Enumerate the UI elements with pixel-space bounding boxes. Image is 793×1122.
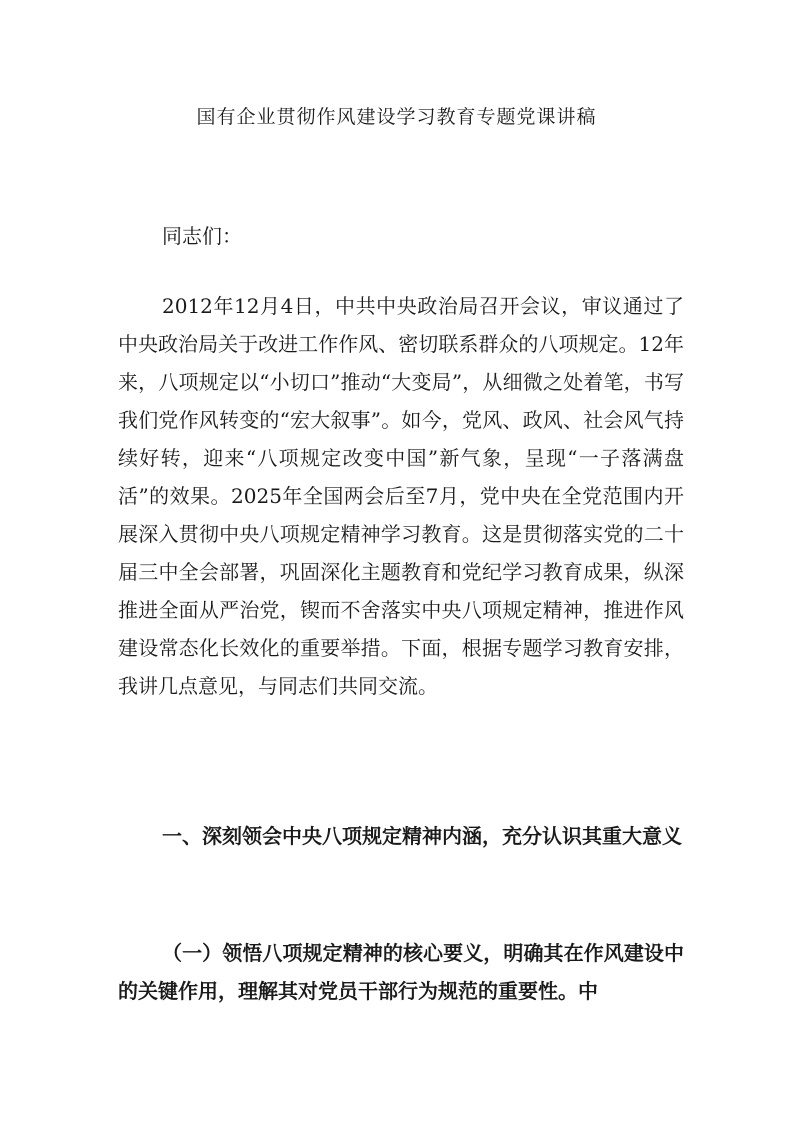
body-paragraph: 2012年12月4日，中共中央政治局召开会议，审议通过了中央政治局关于改进工作作风、密切联系群众的八项规定。12年来，八项规定以“小切口”推动“大变局”，从细微之处着笔，书写我们党作风转变的“宏大叙事”。如今，党风、政风、社会风气持续好转，迎来“八项规定改变中国”新气象，呈现“一子落满盘活”的效果。2025年全国两会后至7月，党中央在全党范围内开展深入贯彻中央八项规定精神学习教育。这是贯彻落实党的二十届三中全会部署，巩固深化主题教育和党纪学习教育成果，纵深推进全面从严治党，锲而不舍落实中央八项规定精神，推进作风建设常态化长效化的重要举措。下面，根据专题学习教育安排，我讲几点意见，与同志们共同交流。 [118,294,684,698]
salutation: 同志们： [162,224,242,248]
document-title: 国有企业贯彻作风建设学习教育专题党课讲稿 [196,106,597,128]
section-heading: 一、深刻领会中央八项规定精神内涵，充分认识其重大意义 [162,824,682,848]
subsection-heading: （一）领悟八项规定精神的核心要义，明确其在作风建设中的关键作用，理解其对党员干部行为规范的重要性。中 [118,941,684,1003]
